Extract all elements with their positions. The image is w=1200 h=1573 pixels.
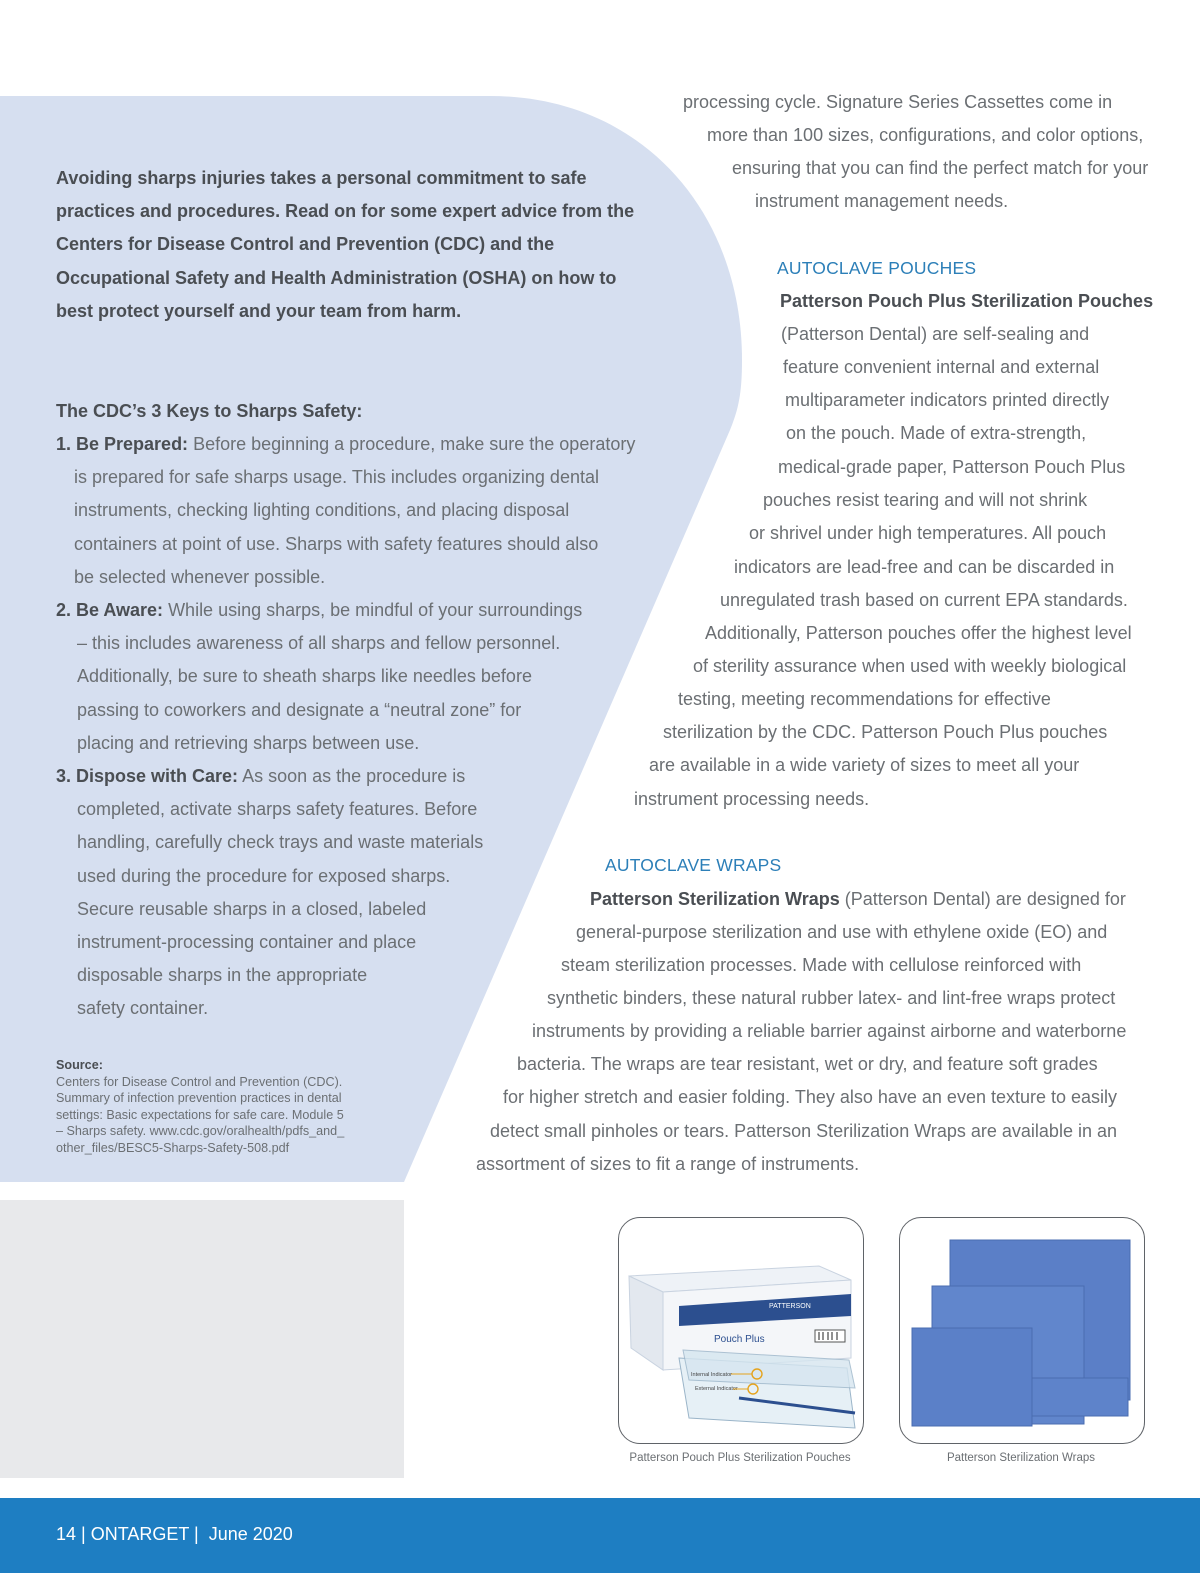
source-line: Summary of infection prevention practices in dental	[56, 1091, 342, 1106]
wraps-heading: AUTOCLAVE WRAPS	[605, 855, 782, 875]
pouches-line: are available in a wide variety of sizes to meet all your	[649, 755, 1080, 775]
pouch-box-name: Pouch Plus	[714, 1334, 765, 1345]
key-3-line: safety container.	[77, 998, 209, 1019]
wraps-line: general-purpose sterilization and use with ethylene oxide (EO) and	[576, 922, 1108, 942]
wraps-line: detect small pinholes or tears. Patterson Sterilization Wraps are available in an	[490, 1121, 1117, 1141]
source-note	[56, 1057, 396, 1157]
cassettes-line: processing cycle. Signature Series Cassettes come in	[683, 92, 1113, 112]
pouches-line: pouches resist tearing and will not shrink	[763, 490, 1088, 510]
key-1-line: instruments, checking lighting conditions, and placing disposal	[74, 500, 570, 521]
pouches-line: instrument processing needs.	[634, 789, 870, 809]
key-3-line: 3. Dispose with Care: As soon as the procedure is	[56, 766, 466, 787]
wraps-line: synthetic binders, these natural rubber latex- and lint-free wraps protect	[547, 988, 1116, 1008]
pouch-caption: Patterson Pouch Plus Sterilization Pouches	[629, 1452, 851, 1464]
key-3-line: instrument-processing container and place	[77, 932, 417, 953]
key-list	[56, 428, 635, 1026]
footer-bar	[0, 1498, 1200, 1573]
pouches-line: indicators are lead-free and can be discarded in	[734, 557, 1115, 577]
pouches-line: testing, meeting recommendations for effective	[678, 689, 1051, 709]
source-label: Source:	[56, 1058, 103, 1072]
keys-heading: The CDC’s 3 Keys to Sharps Safety:	[56, 401, 363, 421]
pouches-line: or shrivel under high temperatures. All pouch	[749, 523, 1107, 543]
pouches-line: feature convenient internal and external	[783, 357, 1100, 377]
key-1-line: 1. Be Prepared: Before beginning a procedure, make sure the operatory	[56, 434, 636, 454]
key-3-line: completed, activate sharps safety features. Before	[77, 799, 478, 820]
wraps-line: Patterson Sterilization Wraps (Patterson Dental) are designed for	[590, 889, 1126, 909]
key-3-line: disposable sharps in the appropriate	[77, 965, 368, 986]
key-1-line: be selected whenever possible.	[74, 566, 326, 587]
key-2-line: passing to coworkers and designate a “neutral zone” for	[77, 699, 522, 720]
key-1-title: 1. Be Prepared:	[56, 434, 189, 454]
key-3-line: handling, carefully check trays and waste materials	[77, 832, 484, 853]
wrap-product-image	[899, 1217, 1145, 1444]
key-1-line: containers at point of use. Sharps with safety features should also	[74, 533, 599, 554]
pouches-line: on the pouch. Made of extra-strength,	[786, 423, 1087, 443]
footer-page-info: 14 | ONTARGET | June 2020	[56, 1524, 293, 1544]
intro-paragraph: Avoiding sharps injuries takes a personal commitment to safe practices and procedures. Read on for some expert advice from the Centers for Disease Control and Prevention (CDC) and the Occupational Safety and Health Administration (OSHA) on how to best protect yourself and your team from harm.	[56, 168, 635, 321]
pouches-line: unregulated trash based on current EPA standards.	[720, 590, 1128, 610]
pouches-line: Additionally, Patterson pouches offer the highest level	[705, 623, 1132, 643]
pouch-illustration	[619, 1218, 863, 1443]
wraps-line: steam sterilization processes. Made with cellulose reinforced with	[561, 955, 1082, 975]
key-1-line: is prepared for safe sharps usage. This includes organizing dental	[74, 467, 599, 488]
pouch-external-label: External Indicator	[695, 1386, 738, 1392]
wraps-line: instruments by providing a reliable barrier against airborne and waterborne	[532, 1021, 1127, 1041]
source-line: – Sharps safety. www.cdc.gov/oralhealth/pdfs_and_	[56, 1124, 345, 1139]
cassettes-line: more than 100 sizes, configurations, and color options,	[707, 125, 1144, 145]
source-line: Centers for Disease Control and Prevention (CDC).	[56, 1074, 343, 1089]
cassettes-line: instrument management needs.	[755, 191, 1009, 211]
wraps-line: assortment of sizes to fit a range of instruments.	[476, 1154, 860, 1174]
cassettes-line: ensuring that you can find the perfect match for your	[732, 158, 1149, 178]
key-3-line: Secure reusable sharps in a closed, labeled	[77, 898, 427, 919]
pouch-box-brand: PATTERSON	[769, 1303, 811, 1310]
key-2-line: placing and retrieving sharps between use.	[77, 732, 420, 753]
key-2-title: 2. Be Aware:	[56, 600, 164, 621]
wraps-product-name: Patterson Sterilization Wraps	[590, 889, 840, 909]
gray-block	[0, 1200, 404, 1478]
source-line: settings: Basic expectations for safe care. Module 5	[56, 1107, 344, 1122]
key-2-line: 2. Be Aware: While using sharps, be mindful of your surroundings	[56, 600, 583, 621]
key-3-title: 3. Dispose with Care:	[56, 766, 239, 787]
pouch-product-image	[618, 1217, 864, 1444]
source-line: other_files/BESC5-Sharps-Safety-508.pdf	[56, 1140, 290, 1155]
key-2-line: – this includes awareness of all sharps and fellow personnel.	[77, 633, 561, 654]
wrap-caption: Patterson Sterilization Wraps	[946, 1452, 1096, 1464]
pouches-line: (Patterson Dental) are self-sealing and	[781, 324, 1090, 344]
pouches-heading: AUTOCLAVE POUCHES	[777, 258, 977, 278]
wrap-illustration	[900, 1218, 1144, 1443]
wraps-line: for higher stretch and easier folding. They also have an even texture to easily	[503, 1087, 1118, 1107]
pouches-line: multiparameter indicators printed directly	[785, 390, 1110, 410]
wraps-line: bacteria. The wraps are tear resistant, wet or dry, and feature soft grades	[517, 1054, 1098, 1074]
pouches-line: sterilization by the CDC. Patterson Pouch Plus pouches	[663, 722, 1108, 742]
key-2-line: Additionally, be sure to sheath sharps like needles before	[77, 666, 532, 687]
pouches-line: of sterility assurance when used with weekly biological	[693, 656, 1127, 676]
key-3-line: used during the procedure for exposed sharps.	[77, 865, 451, 886]
pouches-line: medical-grade paper, Patterson Pouch Plus	[778, 457, 1126, 477]
pouches-product-name: Patterson Pouch Plus Sterilization Pouches	[780, 291, 1154, 311]
pouch-internal-label: Internal Indicator	[691, 1372, 732, 1378]
